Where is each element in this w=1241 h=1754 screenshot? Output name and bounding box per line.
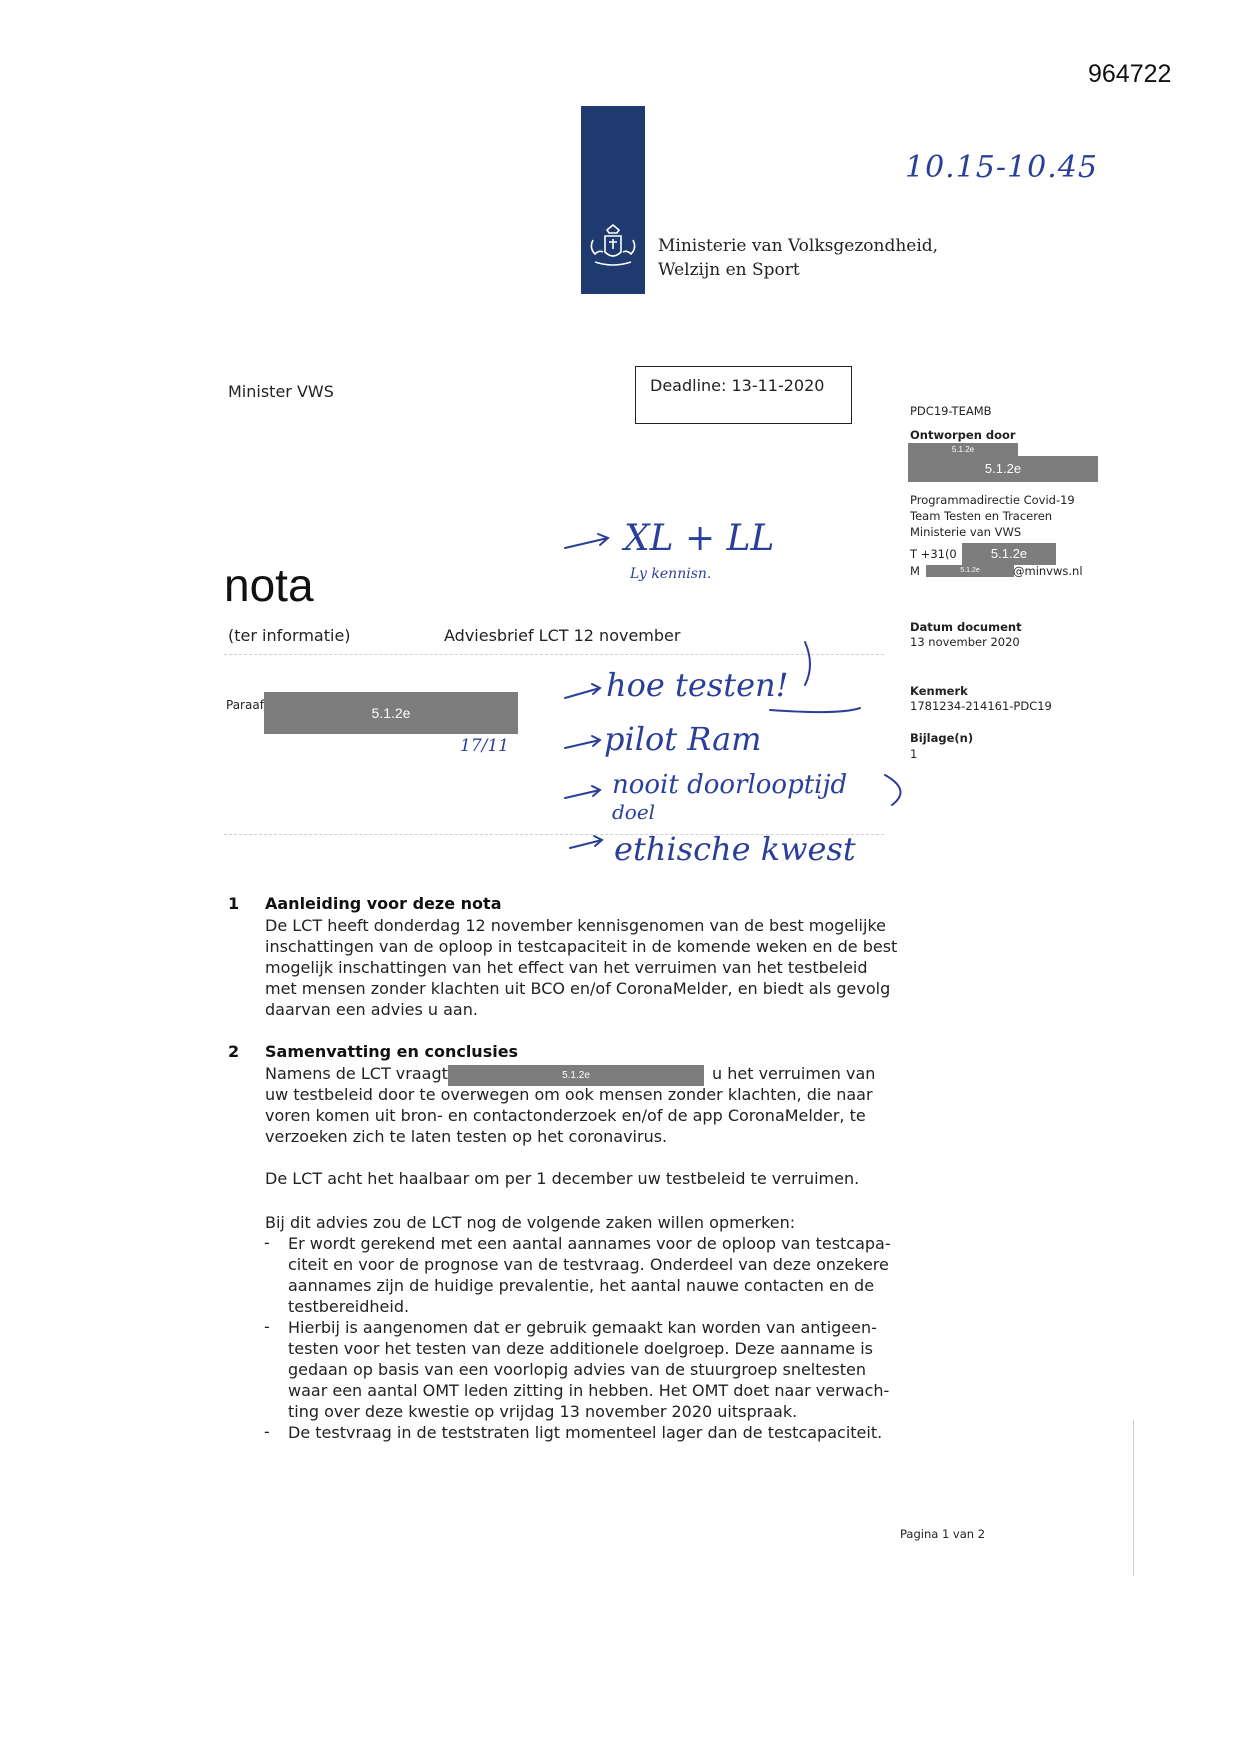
scan-edge [1133,1420,1134,1576]
reference-value: 1781234-214161-PDC19 [910,699,1052,713]
ministry-line2: Welzijn en Sport [658,260,800,280]
ministry-name [658,234,938,282]
body-line: mogelijk inschattingen van het effect van het verruimen van het testbeleid [265,958,868,977]
handwritten-note: XL + LL [624,518,775,559]
body-line: uw testbeleid door te overwegen om ook mensen zonder klachten, die naar [265,1085,873,1104]
redaction-block: 5.1.2e [908,456,1098,482]
body-line: testbereidheid. [288,1297,410,1316]
body-line: gedaan op basis van een voorlopig advies van de stuurgroep sneltesten [288,1360,866,1379]
handwritten-note: ethische kwest [614,830,856,868]
paragraph: De LCT acht het haalbaar om per 1 december uw testbeleid te verruimen. [265,1169,860,1188]
date-label: Datum document [910,620,1022,634]
body-line: citeit en voor de prognose van de testvraag. Onderdeel van deze onzekere [288,1255,889,1274]
body-line-start: Namens de LCT vraagt [265,1064,448,1083]
mobile-prefix: M [910,564,920,578]
attachments-value: 1 [910,747,918,761]
bullet-item [288,1233,891,1317]
phone-prefix: T +31(0 [910,547,957,561]
bullet-marker: - [264,1317,270,1336]
redaction-block: 5.1.2e [962,543,1056,565]
handwritten-note: hoe testen! [606,666,789,704]
ministry-line1: Ministerie van Volksgezondheid, [658,236,939,256]
deadline-text: Deadline: 13-11-2020 [650,376,825,395]
attachments-label: Bijlage(n) [910,731,974,745]
addressee: Minister VWS [228,382,334,401]
section-body [265,915,897,1020]
body-line: testen voor het testen van deze additionele doelgroep. Deze aanname is [288,1339,873,1358]
section-number: 1 [228,894,240,913]
body-line: De testvraag in de teststraten ligt momenteel lager dan de testcapaciteit. [288,1423,883,1442]
email-suffix: @minvws.nl [1013,564,1083,578]
redaction-block: 5.1.2e [926,565,1014,577]
document-type: (ter informatie) [228,626,351,645]
section-title: Samenvatting en conclusies [265,1042,519,1061]
body-line: voren komen uit bron- en contactonderzoek en/of de app CoronaMelder, te [265,1106,866,1125]
bullet-marker: - [264,1233,270,1252]
crest-icon [585,222,641,274]
paragraph: Bij dit advies zou de LCT nog de volgende zaken willen opmerken: [265,1213,796,1232]
designed-by-label: Ontworpen door [910,428,1016,442]
body-line: Er wordt gerekend met een aantal aannames voor de oploop van testcapa- [288,1234,891,1253]
section-title: Aanleiding voor deze nota [265,894,502,913]
document-number: 964722 [1088,60,1172,88]
handwritten-time: 10.15-10.45 [905,150,1098,185]
body-line: daarvan een advies u aan. [265,1000,478,1019]
org-line: Ministerie van VWS [910,525,1022,539]
handwritten-note: doel [612,800,656,824]
body-line: inschattingen van de oploop in testcapaciteit in de komende weken en de best [265,937,898,956]
page-number: Pagina 1 van 2 [900,1527,986,1541]
deadline-box [635,366,852,424]
section-number: 2 [228,1042,240,1061]
body-line-end: u het verruimen van [712,1064,876,1083]
handwritten-note: pilot Ram [604,720,762,758]
body-line: ting over deze kwestie op vrijdag 13 november 2020 uitspraak. [288,1402,798,1421]
reference-label: Kenmerk [910,684,968,698]
handwritten-note: Ly kennisn. [630,566,712,582]
paraaf-label: Paraaf [226,698,264,712]
redaction-block: 5.1.2e [908,443,1018,456]
body-line: Hierbij is aangenomen dat er gebruik gemaakt kan worden van antigeen- [288,1318,877,1337]
redaction-block: 5.1.2e [264,692,518,734]
handwritten-paraaf-date: 17/11 [460,736,509,756]
org-line: Programmadirectie Covid-19 [910,493,1075,507]
bullet-item [288,1317,889,1422]
bullet-item [288,1422,882,1443]
handwritten-note: nooit doorlooptijd [612,770,848,800]
redaction-block: 5.1.2e [448,1065,704,1086]
body-line: waar een aantal OMT leden zitting in hebben. Het OMT doet naar verwach- [288,1381,890,1400]
body-line: met mensen zonder klachten uit BCO en/of CoronaMelder, en biedt als gevolg [265,979,891,998]
org-line: Team Testen en Traceren [910,509,1053,523]
team-code: PDC19-TEAMB [910,404,992,418]
body-line: verzoeken zich te laten testen op het coronavirus. [265,1127,668,1146]
section-body [265,1084,873,1147]
page-title: nota [224,559,314,611]
document-subject: Adviesbrief LCT 12 november [444,626,681,645]
bullet-marker: - [264,1422,270,1441]
body-line: De LCT heeft donderdag 12 november kennisgenomen van de best mogelijke [265,916,886,935]
date-value: 13 november 2020 [910,635,1020,649]
body-line: aannames zijn de huidige prevalentie, het aantal nauwe contacten en de [288,1276,875,1295]
